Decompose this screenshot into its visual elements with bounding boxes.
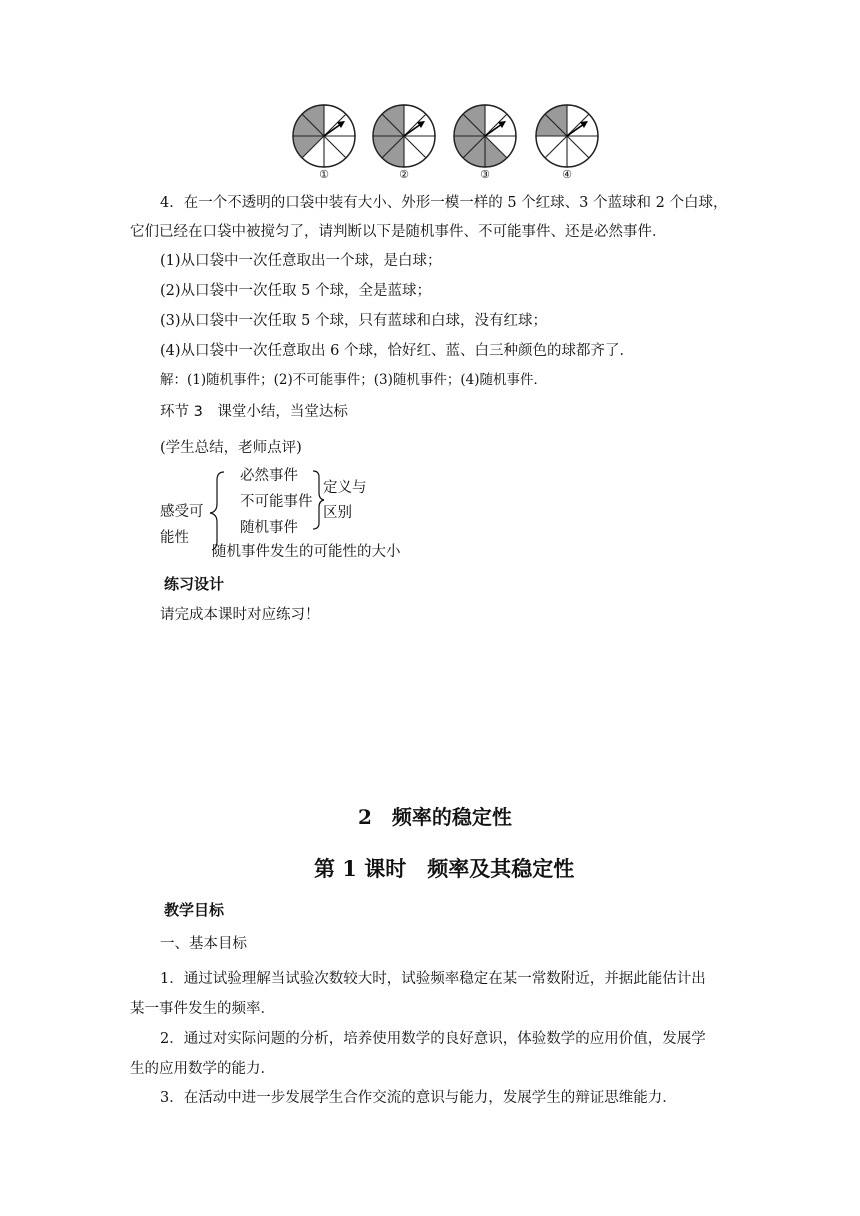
chapter-title: 2 频率的稳定性 [358, 805, 512, 829]
spinner-label-1: ① [319, 168, 329, 181]
tree-event-certain: 必然事件 [240, 468, 298, 484]
goals-heading: 教学目标 [164, 901, 225, 919]
question-4-item-4: (4)从口袋中一次任意取出 6 个球，恰好红、蓝、白三种颜色的球都齐了． [160, 343, 634, 359]
spinner-1 [293, 105, 355, 167]
question-4-item-1: (1)从口袋中一次任意取出一个球，是白球； [160, 253, 442, 269]
spinner-4 [536, 105, 598, 167]
tree-group-label-line2: 区别 [323, 505, 352, 521]
tree-bottom: 随机事件发生的可能性的大小 [212, 544, 401, 560]
question-4-line2: 它们已经在口袋中被搅匀了，请判断以下是随机事件、不可能事件、还是必然事件． [130, 224, 667, 240]
tree-root-line2: 能性 [160, 530, 189, 546]
goal-2-line2: 生的应用数学的能力． [130, 1061, 275, 1077]
spinner-3 [454, 105, 516, 167]
practice-text: 请完成本课时对应练习！ [160, 607, 320, 623]
spinner-label-2: ② [399, 168, 409, 181]
tree-event-random: 随机事件 [240, 520, 298, 536]
section-3-note: (学生总结，老师点评) [160, 440, 302, 456]
goal-1-line2: 某一事件发生的频率． [130, 1001, 275, 1017]
lesson-title: 第 1 课时 频率及其稳定性 [314, 856, 575, 881]
goal-2-line1: 2．通过对实际问题的分析，培养使用数学的良好意识，体验数学的应用价值，发展学 [160, 1031, 706, 1047]
goals-subheading: 一、基本目标 [160, 936, 247, 952]
section-3-heading: 环节 3 课堂小结，当堂达标 [160, 404, 348, 420]
spinner-label-4: ④ [562, 168, 572, 181]
spinner-label-3: ③ [480, 168, 490, 181]
goal-1-line1: 1．通过试验理解当试验次数较大时，试验频率稳定在某一常数附近，并据此能估计出 [160, 971, 706, 987]
practice-heading: 练习设计 [164, 575, 225, 593]
spinner-2 [373, 105, 435, 167]
tree-root-line1: 感受可 [160, 504, 204, 520]
tree-event-impossible: 不可能事件 [240, 494, 313, 510]
question-4-line1: 4．在一个不透明的口袋中装有大小、外形一模一样的 5 个红球、3 个蓝球和 2 个白球， [160, 195, 728, 211]
tree-group-label-line1: 定义与 [323, 480, 367, 496]
goal-3: 3．在活动中进一步发展学生合作交流的意识与能力，发展学生的辩证思维能力． [160, 1090, 677, 1106]
question-4-item-2: (2)从口袋中一次任取 5 个球，全是蓝球； [160, 283, 431, 299]
question-4-answer: 解：(1)随机事件；(2)不可能事件；(3)随机事件；(4)随机事件． [160, 372, 547, 388]
question-4-item-3: (3)从口袋中一次任取 5 个球，只有蓝球和白球，没有红球； [160, 313, 547, 329]
